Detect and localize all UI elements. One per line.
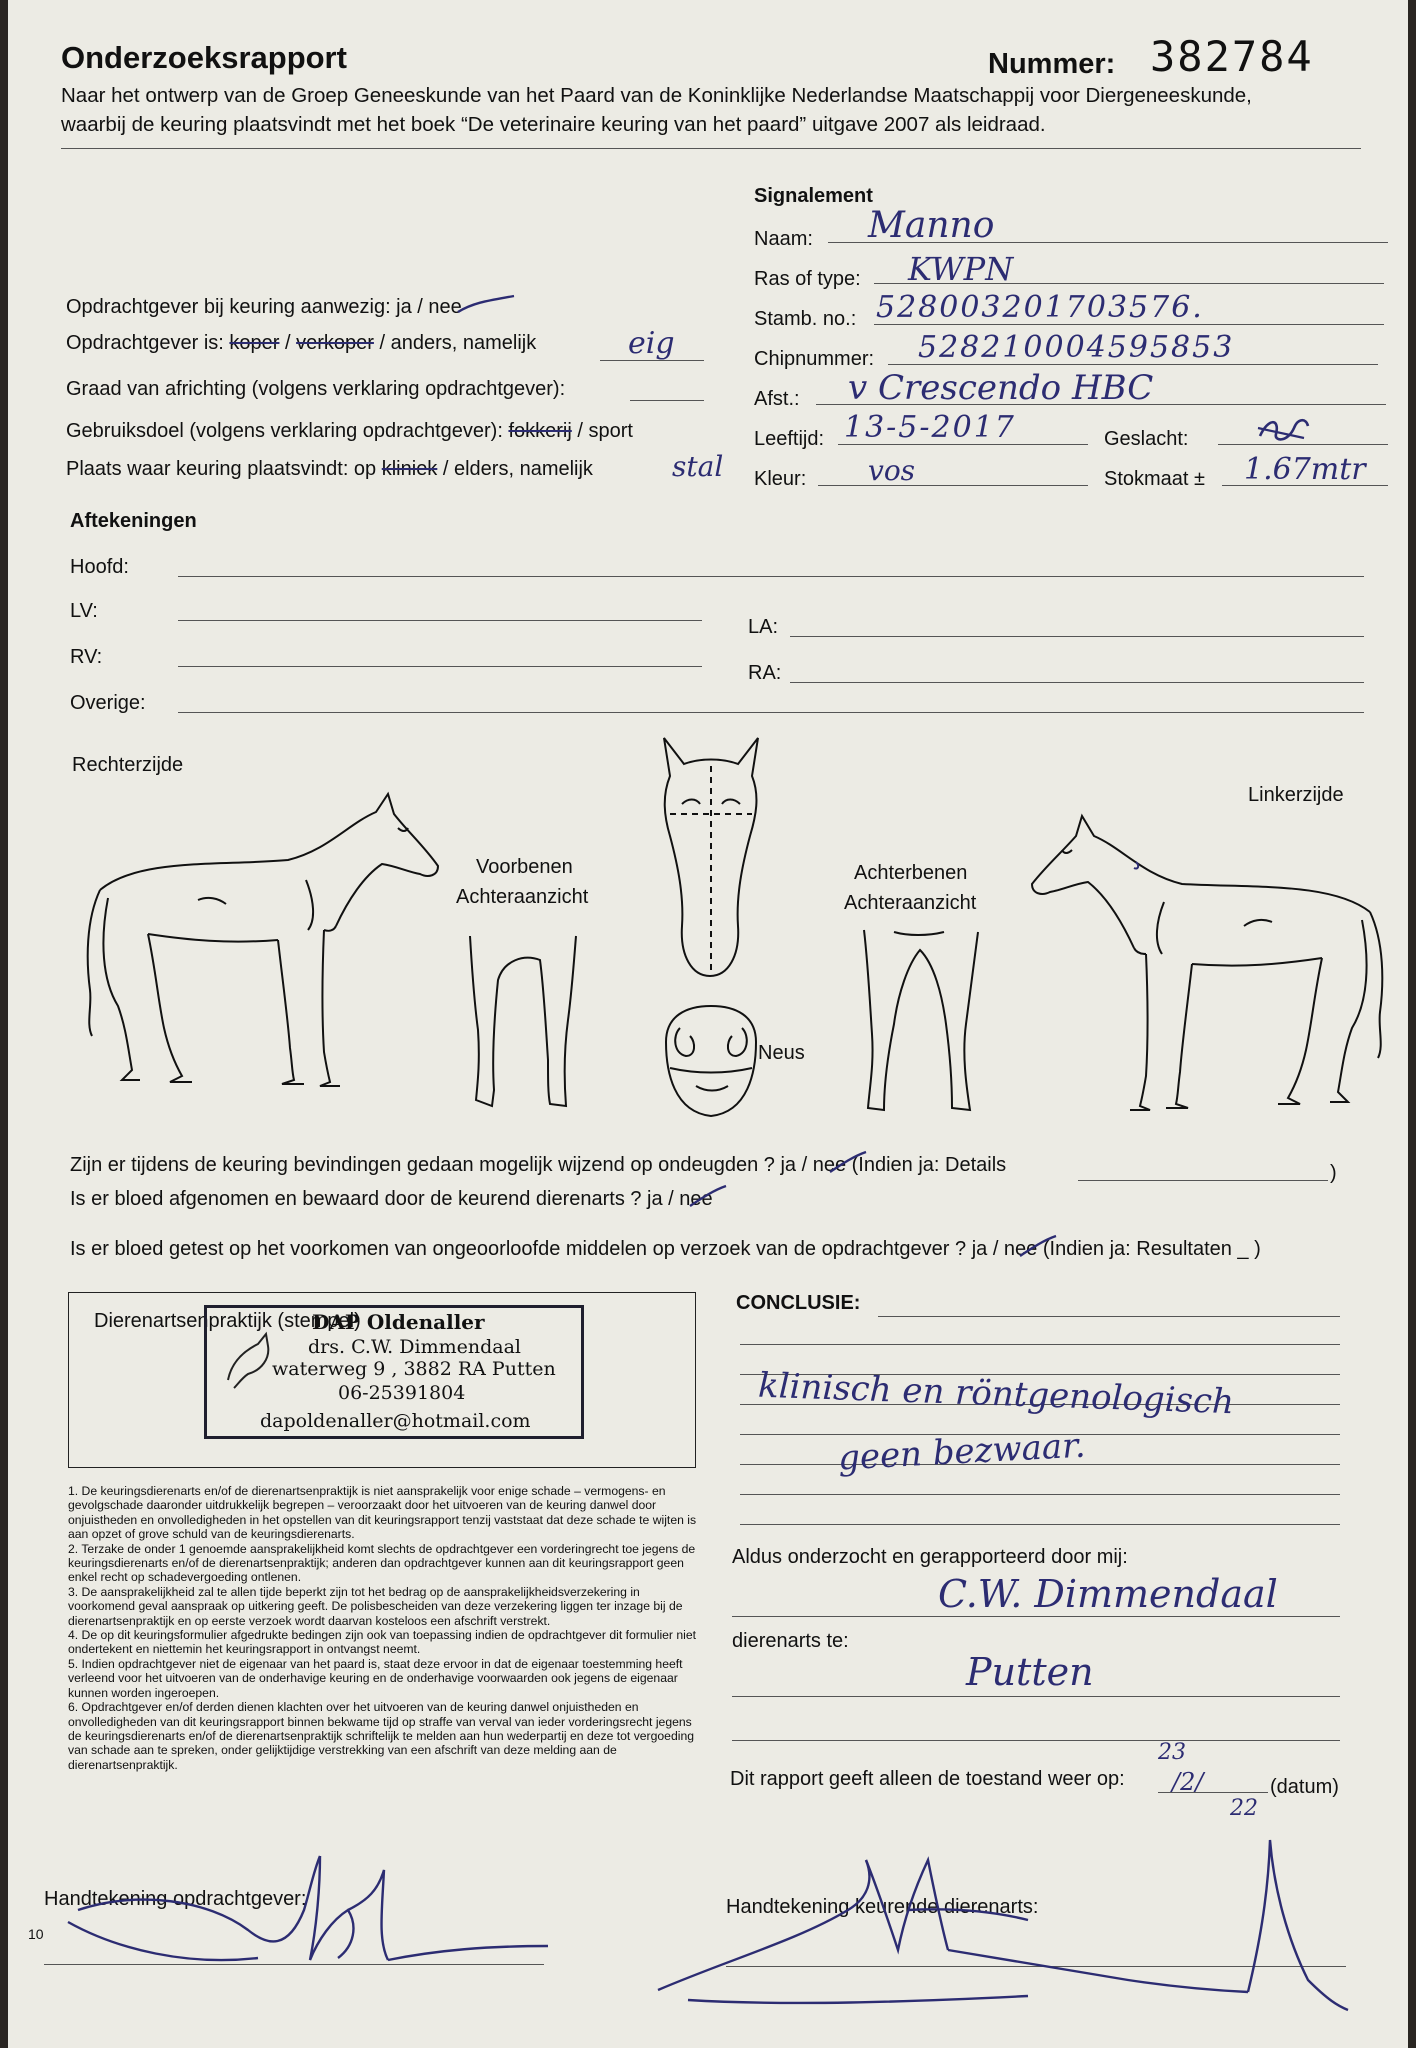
- horse-left-side-icon: [992, 792, 1392, 1132]
- stokmaat-label: Stokmaat ±: [1104, 468, 1206, 490]
- term-2: 2. Terzake de onder 1 genoemde aansprakelijkheid komt slechts de opdrachtgever een vorderingrecht toe jegens de keuringsdierenarts en/of de dierenartsenpraktijk; anderen dan opdrachtgever kunnen aan dit keuringsrapport geen enkel recht op schadevergoeding ontlenen.: [68, 1541, 696, 1585]
- voorbenen-achteraanzicht-label: Achteraanzicht: [456, 886, 589, 908]
- is-sep: /: [279, 332, 297, 354]
- naam-value: Manno: [868, 205, 995, 246]
- kleur-label: Kleur:: [754, 468, 807, 490]
- leeftijd-value: 13-5-2017: [844, 410, 1016, 445]
- stamp-doctor: drs. C.W. Dimmendaal: [308, 1336, 521, 1358]
- stamp-horse-logo-icon: [218, 1330, 278, 1390]
- aanwezig-label: Opdrachtgever bij keuring aanwezig: ja / nee: [66, 296, 462, 318]
- plaats-rest: / elders, namelijk: [437, 458, 593, 480]
- voorbenen-label: Voorbenen: [476, 856, 573, 878]
- dierenarts-te-label: dierenarts te:: [732, 1630, 849, 1652]
- geslacht-label: Geslacht:: [1104, 428, 1189, 450]
- nee-strike-icon: [456, 296, 516, 316]
- stamb-label: Stamb. no.:: [754, 308, 857, 330]
- voorbenen-legs-icon: [464, 930, 584, 1120]
- plaats-label: [66, 458, 593, 481]
- overige-label: Overige:: [70, 692, 146, 714]
- dierenarts-te-line: [732, 1696, 1340, 1697]
- stamp-address: waterweg 9 , 3882 RA Putten: [272, 1358, 556, 1380]
- ra-label: RA:: [748, 662, 782, 684]
- nummer-value: 382784: [1150, 32, 1314, 81]
- conclusie-label: CONCLUSIE:: [736, 1292, 861, 1314]
- term-6: 6. Opdrachtgever en/of derden dienen klachten over het uitvoeren van de keuring danwel onjuistheden en onvolledigheden van dit keuringsrapport binnen bekwame tijd op straffe van verval van ieder vorderingsrecht jegens de keuringsdierenarts en/of de dierenartsenpraktijk schriftelijk te melden aan hun wederpartij en deze tot vergoeding van schade aan te spreken, onder gelijktijdige verstrekking van een afschrift van deze melding aan de dierenartsenpraktijk.: [68, 1700, 694, 1772]
- ja-strike-2-icon: [688, 1184, 728, 1210]
- header-divider: [61, 148, 1361, 149]
- date-month: /2/: [1172, 1768, 1204, 1796]
- rechterzijde-label: Rechterzijde: [72, 754, 184, 776]
- signature-opdrachtgever-icon: [58, 1850, 578, 1980]
- terms-block: [68, 1484, 698, 1772]
- datum-label: (datum): [1270, 1776, 1339, 1798]
- is-rest: / anders, namelijk: [373, 332, 537, 354]
- conclusie-text-1: klinisch en röntgenologisch: [757, 1365, 1235, 1423]
- sign-dierenarts-label: Handtekening keurende dierenarts:: [726, 1896, 1039, 1918]
- margin-mark: 10: [28, 1926, 44, 1942]
- rv-line: [178, 666, 702, 667]
- graad-line: [630, 400, 704, 401]
- linkerzijde-label: Linkerzijde: [1248, 784, 1344, 806]
- gebruik-prefix: Gebruiksdoel (volgens verklaring opdrachtgever):: [66, 420, 509, 442]
- ras-label: Ras of type:: [754, 268, 861, 290]
- intro-line-2: waarbij de keuring plaatsvindt met het boek “De veterinaire keuring van het paard” uitgave 2007 als leidraad.: [61, 113, 1046, 136]
- ja-strike-1-icon: [828, 1150, 868, 1176]
- conclusie-line-6: [740, 1494, 1340, 1495]
- achterbenen-achteraanzicht-label: Achteraanzicht: [844, 892, 977, 914]
- dierenarts-te-value: Putten: [966, 1650, 1094, 1694]
- hoofd-label: Hoofd:: [70, 556, 129, 578]
- conclusie-line-7: [740, 1524, 1340, 1525]
- horse-right-side-icon: [78, 780, 478, 1100]
- question-bloed-afgenomen: Is er bloed afgenomen en bewaard door de keurend dierenarts ? ja / nee: [70, 1188, 713, 1210]
- term-1: 1. De keuringsdierenarts en/of de dierenartsenpraktijk is niet aansprakelijk voor enige schade – vermogens- en gevolgschade daaronder uitdrukkelijk begrepen – veroorzaakt door het uitvoeren van de keuring danwel door onjuistheden en onvolledigheden in het opstellen van dit keuringsrapport tenzij vaststaat dat deze schade te wijten is aan opzet of grove schuld van de keuringsdierenarts.: [68, 1484, 697, 1542]
- hoofd-line: [178, 576, 1364, 577]
- ras-value: KWPN: [908, 250, 1014, 288]
- opdrachtgever-is-value: eig: [628, 326, 675, 361]
- date-line: [1158, 1792, 1268, 1793]
- gebruik-label: [66, 420, 633, 443]
- geslacht-scribble-icon: [1254, 408, 1314, 448]
- afst-label: Afst.:: [754, 388, 800, 410]
- horse-head-front-icon: [656, 736, 766, 986]
- question-ondeugden-close: ): [1330, 1162, 1337, 1184]
- leeftijd-label: Leeftijd:: [754, 428, 825, 450]
- aldus-label: Aldus onderzocht en gerapporteerd door mij:: [732, 1546, 1128, 1568]
- date-year: 22: [1230, 1796, 1258, 1821]
- question-bloed-getest: Is er bloed getest op het voorkomen van ongeoorloofde middelen op verzoek van de opdrachtgever ? ja / nee (Indien ja: Resultaten _ ): [70, 1238, 1261, 1260]
- intro-line-1: Naar het ontwerp van de Groep Geneeskunde van het Paard van de Koninklijke Nederlandse Maatschappij voor Diergeneeskunde,: [61, 84, 1252, 107]
- is-verkoper: verkoper: [296, 332, 374, 354]
- term-3: 3. De aansprakelijkheid zal te allen tijde beperkt zijn tot het bedrag op de aansprakelijkheidsverzekering in voorkomend geval aanspraak op uitkering geeft. De polisbescheiden van deze verzekering liggen ter inzage bij de dierenartsenpraktijk en op eerste verzoek wordt daarvan kosteloos een afschrift verstrekt.: [68, 1584, 683, 1628]
- chip-value: 528210004595853: [918, 330, 1235, 365]
- signalement-heading: Signalement: [754, 185, 873, 207]
- lv-line: [178, 620, 702, 621]
- ra-line: [790, 682, 1364, 683]
- chip-label: Chipnummer:: [754, 348, 875, 370]
- kleur-value: vos: [868, 454, 916, 487]
- signature-dierenarts-icon: [648, 1810, 1288, 2030]
- neus-label: Neus: [758, 1042, 805, 1064]
- kleur-line: [818, 485, 1088, 486]
- term-5: 5. Indien opdrachtgever niet de eigenaar van het paard is, staat deze ervoor in dat de eigenaar toestemming heeft verleend voor het uitvoeren van de onderhavige keuring en de onderhavige voorwaarden ook jegens de eigenaar kunnen worden ingeroepen.: [68, 1656, 683, 1700]
- gebruik-rest: / sport: [571, 420, 633, 442]
- achterbenen-label: Achterbenen: [854, 862, 968, 884]
- sign-opdrachtgever-label: Handtekening opdrachtgever:: [44, 1888, 307, 1910]
- stempel-label: Dierenartsenpraktijk (stempel): [94, 1310, 361, 1332]
- naam-label: Naam:: [754, 228, 813, 250]
- stamp-phone: 06-25391804: [338, 1382, 466, 1404]
- plaats-prefix: Plaats waar keuring plaatsvindt: op: [66, 458, 382, 480]
- graad-label: Graad van africhting (volgens verklaring opdrachtgever):: [66, 378, 566, 400]
- stamp-email: dapoldenaller@hotmail.com: [260, 1410, 531, 1432]
- la-line: [790, 636, 1364, 637]
- achterbenen-legs-icon: [858, 924, 988, 1124]
- nummer-label: Nummer:: [988, 48, 1116, 80]
- aldus-line: [732, 1616, 1340, 1617]
- conclusie-line-0: [878, 1316, 1340, 1317]
- plaats-value: stal: [672, 450, 724, 483]
- is-prefix: Opdrachtgever is:: [66, 332, 230, 354]
- rv-label: RV:: [70, 646, 103, 668]
- ja-strike-3-icon: [1018, 1234, 1058, 1260]
- conclusie-text-2: geen bezwaar.: [837, 1425, 1087, 1479]
- stokmaat-value: 1.67mtr: [1244, 452, 1366, 487]
- conclusie-line-1: [740, 1344, 1340, 1345]
- stamp-practice-name: DAP Oldenaller: [312, 1310, 485, 1334]
- question-ondeugden: Zijn er tijdens de keuring bevindingen gedaan mogelijk wijzend op ondeugden ? ja / nee (Indien ja: Details: [70, 1154, 1007, 1176]
- is-koper: koper: [229, 332, 280, 354]
- inspection-form-page: [8, 0, 1408, 2048]
- lv-label: LV:: [70, 600, 98, 622]
- aftekeningen-heading: Aftekeningen: [70, 510, 197, 532]
- details-line: [1078, 1180, 1328, 1181]
- overige-line: [178, 712, 1364, 713]
- rapport-label: Dit rapport geeft alleen de toestand weer op:: [730, 1768, 1125, 1790]
- afst-value: v Crescendo HBC: [848, 368, 1154, 408]
- la-label: LA:: [748, 616, 779, 638]
- horse-nose-icon: [656, 1002, 766, 1122]
- aldus-value: C.W. Dimmendaal: [938, 1572, 1278, 1616]
- stamb-value: 528003201703576.: [876, 290, 1204, 325]
- plaats-kliniek: kliniek: [381, 458, 438, 480]
- extra-line: [732, 1740, 1340, 1741]
- date-day: 23: [1158, 1740, 1186, 1765]
- form-title: Onderzoeksrapport: [61, 40, 347, 75]
- term-4: 4. De op dit keuringsformulier afgedrukte bedingen zijn ook van toepassing indien de opdrachtgever dit formulier niet ondertekent en niettemin het keuringsrapport in ontvangst neemt.: [68, 1628, 697, 1657]
- opdrachtgever-is-label: [66, 332, 536, 355]
- gebruik-fokkerij: fokkerij: [508, 420, 572, 442]
